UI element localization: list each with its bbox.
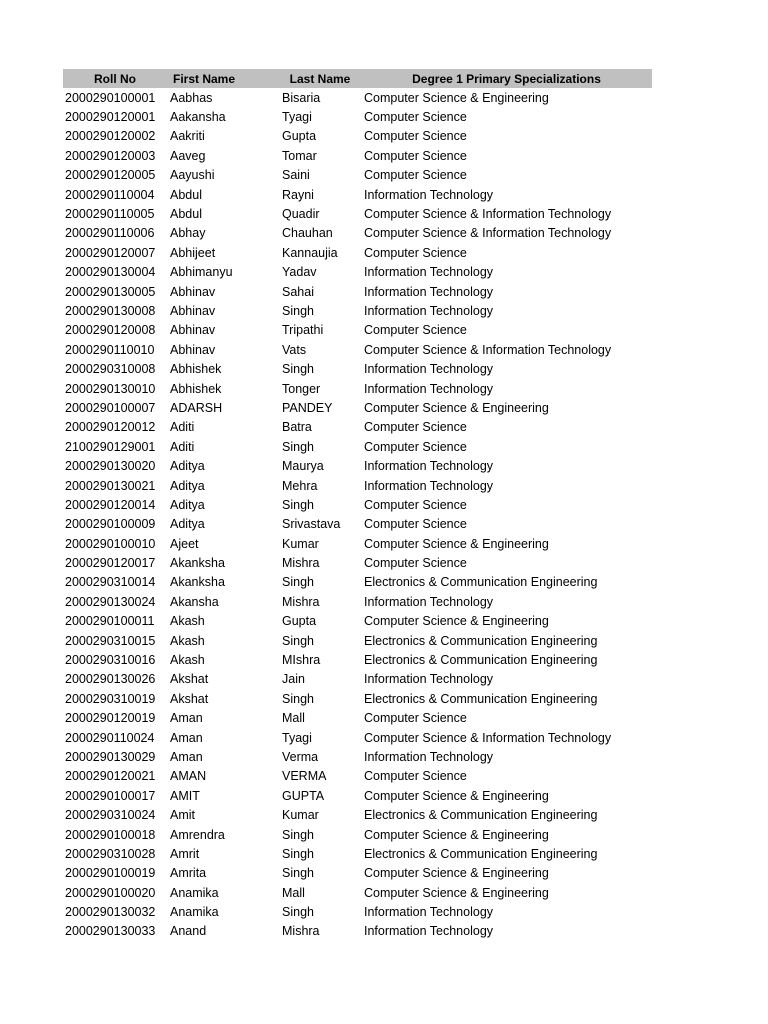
first-name-cell: AMAN	[170, 769, 207, 784]
roll-no-cell: 2000290100011	[65, 614, 155, 629]
last-name-cell: Singh	[282, 362, 314, 377]
roll-no-cell: 2000290120005	[65, 168, 156, 183]
specialization-cell: Electronics & Communication Engineering	[364, 633, 598, 648]
table-row	[63, 495, 652, 514]
specialization-cell: Information Technology	[364, 749, 494, 764]
first-name-cell: Aman	[170, 749, 203, 764]
first-name-cell: Akash	[170, 633, 205, 648]
roll-no-cell: 2000290130005	[65, 284, 156, 299]
specialization-cell: Computer Science & Information Technology	[364, 730, 612, 745]
last-name-cell: Chauhan	[282, 226, 333, 241]
roll-no-cell: 2000290130024	[65, 594, 156, 609]
first-name-cell: Aakansha	[170, 110, 226, 125]
table-row	[63, 728, 652, 747]
specialization-cell: Computer Science	[364, 168, 467, 183]
specialization-cell: Computer Science & Information Technology	[364, 342, 612, 357]
table-row	[63, 689, 652, 708]
first-name-cell: Anamika	[170, 905, 219, 920]
roll-no-cell: 2000290130020	[65, 459, 156, 474]
table-row	[63, 534, 652, 553]
specialization-cell: Electronics & Communication Engineering	[364, 653, 598, 668]
roll-no-cell: 2000290100019	[65, 866, 156, 881]
roll-no-cell: 2000290310015	[65, 633, 156, 648]
specialization-cell: Computer Science & Engineering	[364, 827, 549, 842]
specialization-cell: Information Technology	[364, 478, 494, 493]
table-row	[63, 805, 652, 824]
table-row	[63, 650, 652, 669]
specialization-cell: Electronics & Communication Engineering	[364, 575, 598, 590]
specialization-cell: Electronics & Communication Engineering	[364, 691, 598, 706]
specialization-cell: Computer Science	[364, 497, 467, 512]
table-row	[63, 127, 652, 146]
roll-no-cell: 2100290129001	[65, 439, 156, 454]
table-row	[63, 670, 652, 689]
first-name-cell: Abhijeet	[170, 245, 216, 260]
roll-no-cell: 2000290110024	[65, 730, 155, 745]
last-name-cell: Mall	[282, 885, 305, 900]
roll-no-cell: 2000290100020	[65, 885, 156, 900]
header-row	[63, 69, 652, 88]
table-row	[63, 612, 652, 631]
first-name-cell: Abhimanyu	[170, 265, 233, 280]
first-name-cell: Abhishek	[170, 381, 222, 396]
roll-no-cell: 2000290120003	[65, 148, 156, 163]
table-row	[63, 282, 652, 301]
first-name-cell: Aakriti	[170, 129, 205, 144]
roll-no-cell: 2000290100017	[65, 788, 156, 803]
last-name-cell: Tonger	[282, 381, 321, 396]
roll-no-cell: 2000290110010	[65, 342, 155, 357]
first-name-cell: Aman	[170, 730, 203, 745]
last-name-cell: Singh	[282, 846, 314, 861]
table-row	[63, 166, 652, 185]
header-roll-no: Roll No	[94, 71, 136, 86]
table-row	[63, 263, 652, 282]
last-name-cell: Kumar	[282, 808, 319, 823]
table-row	[63, 437, 652, 456]
first-name-cell: Aditya	[170, 459, 205, 474]
first-name-cell: Aayushi	[170, 168, 215, 183]
specialization-cell: Information Technology	[364, 905, 494, 920]
first-name-cell: Aditya	[170, 497, 205, 512]
first-name-cell: Aditi	[170, 420, 195, 435]
header-first-name: First Name	[173, 71, 236, 86]
last-name-cell: Singh	[282, 905, 314, 920]
specialization-cell: Computer Science	[364, 148, 467, 163]
last-name-cell: Mishra	[282, 594, 320, 609]
table-row	[63, 825, 652, 844]
first-name-cell: Aabhas	[170, 90, 213, 105]
first-name-cell: Amit	[170, 808, 195, 823]
specialization-cell: Information Technology	[364, 187, 494, 202]
specialization-cell: Computer Science	[364, 323, 467, 338]
last-name-cell: Singh	[282, 633, 314, 648]
header-specialization: Degree 1 Primary Specializations	[412, 71, 601, 86]
first-name-cell: Abhay	[170, 226, 206, 241]
roll-no-cell: 2000290120017	[65, 556, 156, 571]
table-row	[63, 844, 652, 863]
table-row	[63, 515, 652, 534]
specialization-cell: Computer Science & Engineering	[364, 866, 549, 881]
specialization-cell: Information Technology	[364, 303, 494, 318]
table-row	[63, 786, 652, 805]
last-name-cell: Maurya	[282, 459, 324, 474]
specialization-cell: Electronics & Communication Engineering	[364, 846, 598, 861]
roll-no-cell: 2000290310019	[65, 691, 156, 706]
first-name-cell: Abdul	[170, 187, 202, 202]
first-name-cell: Aditya	[170, 478, 205, 493]
table-body	[63, 88, 652, 941]
roll-no-cell: 2000290310008	[65, 362, 156, 377]
table-row	[63, 88, 652, 107]
first-name-cell: Abdul	[170, 207, 202, 222]
last-name-cell: Tripathi	[282, 323, 324, 338]
table-row	[63, 359, 652, 378]
specialization-cell: Information Technology	[364, 265, 494, 280]
first-name-cell: Amrita	[170, 866, 207, 881]
first-name-cell: Akansha	[170, 594, 219, 609]
table-row	[63, 456, 652, 475]
last-name-cell: VERMA	[282, 769, 327, 784]
table-row	[63, 204, 652, 223]
specialization-cell: Information Technology	[364, 672, 494, 687]
first-name-cell: Akshat	[170, 691, 209, 706]
specialization-cell: Information Technology	[364, 924, 494, 939]
first-name-cell: Abhinav	[170, 342, 216, 357]
specialization-cell: Information Technology	[364, 594, 494, 609]
last-name-cell: Mishra	[282, 924, 320, 939]
last-name-cell: Verma	[282, 749, 319, 764]
specialization-cell: Computer Science & Engineering	[364, 536, 549, 551]
specialization-cell: Computer Science	[364, 439, 467, 454]
last-name-cell: MIshra	[282, 653, 321, 668]
last-name-cell: Tyagi	[282, 110, 312, 125]
roll-no-cell: 2000290110005	[65, 207, 155, 222]
last-name-cell: PANDEY	[282, 400, 333, 415]
first-name-cell: Amrit	[170, 846, 200, 861]
table-row	[63, 146, 652, 165]
specialization-cell: Computer Science & Information Technology	[364, 207, 612, 222]
roll-no-cell: 2000290110006	[65, 226, 155, 241]
first-name-cell: Aman	[170, 711, 203, 726]
roll-no-cell: 2000290100009	[65, 517, 156, 532]
first-name-cell: Akash	[170, 614, 205, 629]
specialization-cell: Computer Science	[364, 110, 467, 125]
last-name-cell: Singh	[282, 303, 314, 318]
last-name-cell: Sahai	[282, 284, 314, 299]
last-name-cell: Singh	[282, 497, 314, 512]
roll-no-cell: 2000290120002	[65, 129, 156, 144]
first-name-cell: Anand	[170, 924, 207, 939]
table-row	[63, 553, 652, 572]
last-name-cell: Singh	[282, 866, 314, 881]
last-name-cell: Kumar	[282, 536, 319, 551]
table-row	[63, 922, 652, 941]
specialization-cell: Computer Science & Information Technology	[364, 226, 612, 241]
roll-no-cell: 2000290120008	[65, 323, 156, 338]
roll-no-cell: 2000290130033	[65, 924, 156, 939]
last-name-cell: Singh	[282, 691, 314, 706]
first-name-cell: Abhinav	[170, 323, 216, 338]
table-row	[63, 709, 652, 728]
roll-no-cell: 2000290100001	[65, 90, 156, 105]
last-name-cell: Gupta	[282, 614, 317, 629]
specialization-cell: Computer Science & Engineering	[364, 614, 549, 629]
specialization-cell: Computer Science & Engineering	[364, 400, 549, 415]
last-name-cell: Srivastava	[282, 517, 341, 532]
last-name-cell: Singh	[282, 439, 314, 454]
specialization-cell: Computer Science	[364, 420, 467, 435]
table-row	[63, 301, 652, 320]
specialization-cell: Information Technology	[364, 284, 494, 299]
specialization-cell: Information Technology	[364, 362, 494, 377]
roll-no-cell: 2000290130026	[65, 672, 156, 687]
last-name-cell: Singh	[282, 575, 314, 590]
table-row	[63, 224, 652, 243]
last-name-cell: Kannaujia	[282, 245, 338, 260]
first-name-cell: Aditi	[170, 439, 195, 454]
first-name-cell: Abhinav	[170, 303, 216, 318]
specialization-cell: Computer Science	[364, 517, 467, 532]
table-row	[63, 573, 652, 592]
roll-no-cell: 2000290130004	[65, 265, 156, 280]
roll-no-cell: 2000290310014	[65, 575, 156, 590]
last-name-cell: Vats	[282, 342, 307, 357]
table-row	[63, 321, 652, 340]
table-row	[63, 476, 652, 495]
last-name-cell: Singh	[282, 827, 314, 842]
specialization-cell: Computer Science & Engineering	[364, 90, 549, 105]
roll-no-cell: 2000290120001	[65, 110, 156, 125]
roll-no-cell: 2000290130010	[65, 381, 156, 396]
first-name-cell: ADARSH	[170, 400, 223, 415]
last-name-cell: Bisaria	[282, 90, 321, 105]
specialization-cell: Computer Science	[364, 711, 467, 726]
specialization-cell: Information Technology	[364, 381, 494, 396]
table-row	[63, 107, 652, 126]
roll-no-cell: 2000290100018	[65, 827, 156, 842]
last-name-cell: Yadav	[282, 265, 317, 280]
roll-no-cell: 2000290130029	[65, 749, 156, 764]
table-row	[63, 631, 652, 650]
table-row	[63, 864, 652, 883]
header-last-name: Last Name	[289, 71, 351, 86]
last-name-cell: GUPTA	[282, 788, 325, 803]
last-name-cell: Mehra	[282, 478, 318, 493]
last-name-cell: Mishra	[282, 556, 320, 571]
first-name-cell: Amrendra	[170, 827, 225, 842]
first-name-cell: Abhishek	[170, 362, 222, 377]
table-row	[63, 243, 652, 262]
specialization-cell: Computer Science	[364, 769, 467, 784]
roll-no-cell: 2000290120007	[65, 245, 156, 260]
first-name-cell: Abhinav	[170, 284, 216, 299]
table-row	[63, 418, 652, 437]
table-row	[63, 340, 652, 359]
specialization-cell: Computer Science	[364, 129, 467, 144]
specialization-cell: Computer Science	[364, 245, 467, 260]
table-row	[63, 883, 652, 902]
spreadsheet-table	[63, 69, 652, 941]
roll-no-cell: 2000290310028	[65, 846, 156, 861]
roll-no-cell: 2000290310016	[65, 653, 156, 668]
first-name-cell: Ajeet	[170, 536, 199, 551]
specialization-cell: Computer Science	[364, 556, 467, 571]
roll-no-cell: 2000290130008	[65, 303, 156, 318]
last-name-cell: Saini	[282, 168, 310, 183]
roll-no-cell: 2000290120012	[65, 420, 156, 435]
roll-no-cell: 2000290100010	[65, 536, 156, 551]
roll-no-cell: 2000290120019	[65, 711, 156, 726]
roll-no-cell: 2000290130021	[65, 478, 156, 493]
last-name-cell: Tomar	[282, 148, 317, 163]
table-row	[63, 902, 652, 921]
specialization-cell: Electronics & Communication Engineering	[364, 808, 598, 823]
first-name-cell: Akanksha	[170, 575, 225, 590]
last-name-cell: Quadir	[282, 207, 320, 222]
last-name-cell: Rayni	[282, 187, 314, 202]
first-name-cell: AMIT	[170, 788, 200, 803]
roll-no-cell: 2000290100007	[65, 400, 156, 415]
last-name-cell: Batra	[282, 420, 312, 435]
first-name-cell: Akshat	[170, 672, 209, 687]
table-row	[63, 767, 652, 786]
roll-no-cell: 2000290120021	[65, 769, 156, 784]
table-row	[63, 592, 652, 611]
first-name-cell: Anamika	[170, 885, 219, 900]
roll-no-cell: 2000290110004	[65, 187, 155, 202]
table-row	[63, 379, 652, 398]
last-name-cell: Jain	[282, 672, 305, 687]
table-row	[63, 398, 652, 417]
specialization-cell: Computer Science & Engineering	[364, 788, 549, 803]
last-name-cell: Tyagi	[282, 730, 312, 745]
first-name-cell: Aaveg	[170, 148, 206, 163]
specialization-cell: Computer Science & Engineering	[364, 885, 549, 900]
first-name-cell: Aditya	[170, 517, 205, 532]
specialization-cell: Information Technology	[364, 459, 494, 474]
table-row	[63, 185, 652, 204]
first-name-cell: Akash	[170, 653, 205, 668]
first-name-cell: Akanksha	[170, 556, 225, 571]
last-name-cell: Gupta	[282, 129, 317, 144]
roll-no-cell: 2000290130032	[65, 905, 156, 920]
table-row	[63, 747, 652, 766]
roll-no-cell: 2000290120014	[65, 497, 156, 512]
last-name-cell: Mall	[282, 711, 305, 726]
roll-no-cell: 2000290310024	[65, 808, 156, 823]
